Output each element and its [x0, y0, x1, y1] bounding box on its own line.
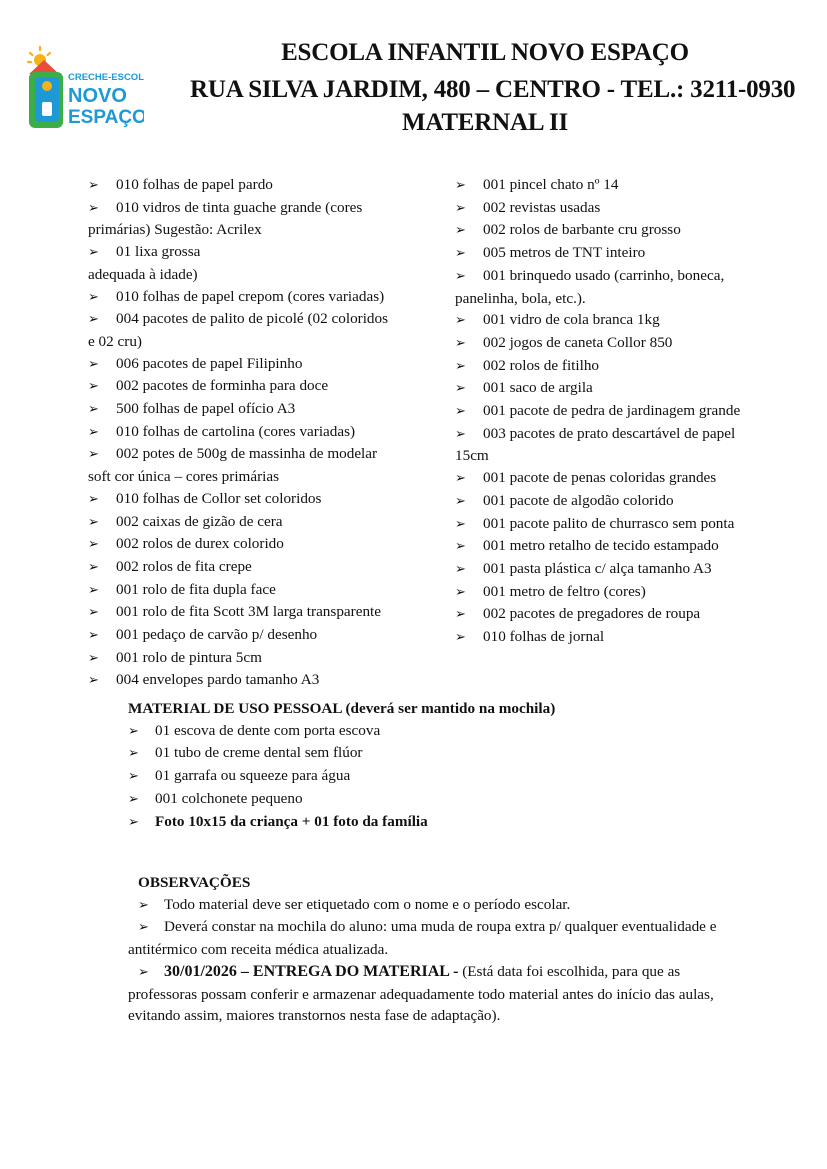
class-name: MATERNAL II [401, 109, 569, 136]
arrow-bullet-icon: ➢ [455, 404, 466, 420]
list-item: ➢ 002 rolos de fita crepe [88, 556, 406, 579]
list-item: ➢ 002 rolos de barbante cru grosso [455, 219, 755, 242]
observations-section [128, 872, 738, 1027]
list-item: ➢ 001 vidro de cola branca 1kg [455, 309, 755, 332]
arrow-bullet-icon: ➢ [88, 650, 99, 666]
observation-item: ➢ Todo material deve ser etiquetado com o nome e o período escolar. [138, 894, 738, 917]
list-item: ➢ 010 vidros de tinta guache grande (cores [88, 197, 406, 220]
list-item: ➢ 01 tubo de creme dental sem flúor [128, 742, 728, 765]
observation-item-continuation: professoras possam conferir e armazenar adequadamente todo material antes do início das aulas, [128, 985, 714, 1003]
list-item: ➢ 002 potes de 500g de massinha de modelar [88, 443, 406, 466]
list-item: ➢ 001 pasta plástica c/ alça tamanho A3 [455, 558, 755, 581]
logo-top-text: CRECHE-ESCOLA [68, 72, 144, 83]
arrow-bullet-icon: ➢ [88, 447, 99, 463]
list-item: ➢ 010 folhas de jornal [455, 626, 755, 649]
list-item: ➢ 001 rolo de pintura 5cm [88, 647, 406, 670]
list-item: ➢ 004 envelopes pardo tamanho A3 [88, 669, 406, 692]
list-item: ➢ 010 folhas de papel pardo [88, 174, 406, 197]
list-item: ➢ 01 garrafa ou squeeze para água [128, 765, 728, 788]
list-item: ➢ 002 caixas de gizão de cera [88, 511, 406, 534]
list-item: ➢ 500 folhas de papel ofício A3 [88, 398, 406, 421]
arrow-bullet-icon: ➢ [138, 964, 149, 980]
arrow-bullet-icon: ➢ [455, 493, 466, 509]
materials-list-left [88, 174, 406, 692]
arrow-bullet-icon: ➢ [88, 178, 99, 193]
arrow-bullet-icon: ➢ [128, 814, 139, 830]
arrow-bullet-icon: ➢ [138, 897, 149, 913]
arrow-bullet-icon: ➢ [455, 200, 466, 216]
arrow-bullet-icon: ➢ [455, 268, 466, 284]
arrow-bullet-icon: ➢ [455, 539, 466, 555]
arrow-bullet-icon: ➢ [88, 289, 99, 305]
list-item-continuation: soft cor única – cores primárias [88, 468, 280, 486]
arrow-bullet-icon: ➢ [88, 200, 99, 216]
list-item-continuation: primárias) Sugestão: Acrilex [88, 221, 262, 239]
list-item: ➢ 004 pacotes de palito de picolé (02 coloridos [88, 308, 406, 331]
observation-item-continuation: evitando assim, maiores transtornos nesta fase de adaptação). [128, 1007, 501, 1025]
list-item: ➢ 002 pacotes de forminha para doce [88, 375, 406, 398]
list-item: ➢ 001 pacote palito de churrasco sem ponta [455, 513, 755, 536]
list-item: ➢ 001 rolo de fita Scott 3M larga transparente [88, 601, 406, 624]
school-address: RUA SILVA JARDIM, 480 – CENTRO - TEL.: 3211-0930 [190, 76, 796, 103]
arrow-bullet-icon: ➢ [128, 723, 139, 739]
arrow-bullet-icon: ➢ [455, 178, 466, 193]
delivery-date-label: 30/01/2026 – ENTREGA DO MATERIAL - [164, 962, 459, 980]
arrow-bullet-icon: ➢ [88, 582, 99, 598]
arrow-bullet-icon: ➢ [88, 402, 99, 418]
list-item: ➢ 001 colchonete pequeno [128, 788, 728, 811]
arrow-bullet-icon: ➢ [88, 245, 99, 261]
arrow-bullet-icon: ➢ [88, 356, 99, 372]
arrow-bullet-icon: ➢ [455, 246, 466, 262]
list-item: ➢ 010 folhas de Collor set coloridos [88, 488, 406, 511]
arrow-bullet-icon: ➢ [88, 559, 99, 575]
arrow-bullet-icon: ➢ [455, 471, 466, 487]
list-item: ➢ 001 pacote de algodão colorido [455, 490, 755, 513]
arrow-bullet-icon: ➢ [455, 630, 466, 646]
materials-list-right [455, 174, 755, 649]
observation-item-continuation: antitérmico com receita médica atualizada. [128, 941, 389, 959]
list-item: ➢ 002 pacotes de pregadores de roupa [455, 603, 755, 626]
list-item-continuation: panelinha, bola, etc.). [455, 289, 586, 307]
list-item-continuation: 15cm [455, 447, 489, 465]
arrow-bullet-icon: ➢ [128, 769, 139, 785]
arrow-bullet-icon: ➢ [455, 561, 466, 577]
list-item: ➢ 002 jogos de caneta Collor 850 [455, 332, 755, 355]
list-item: ➢ 005 metros de TNT inteiro [455, 242, 755, 265]
list-item: ➢ 001 metro retalho de tecido estampado [455, 535, 755, 558]
arrow-bullet-icon: ➢ [88, 514, 99, 530]
list-item: ➢ 01 escova de dente com porta escova [128, 720, 728, 743]
arrow-bullet-icon: ➢ [88, 312, 99, 328]
list-item: ➢ 001 saco de argila [455, 377, 755, 400]
arrow-bullet-icon: ➢ [88, 379, 99, 395]
observation-item: ➢ 30/01/2026 – ENTREGA DO MATERIAL - (Está data foi escolhida, para que as [138, 961, 738, 984]
observations-heading: OBSERVAÇÕES [138, 874, 251, 891]
personal-material-section [128, 698, 728, 833]
school-name: ESCOLA INFANTIL NOVO ESPAÇO [281, 39, 689, 66]
list-item: ➢ 001 pedaço de carvão p/ desenho [88, 624, 406, 647]
arrow-bullet-icon: ➢ [88, 628, 99, 644]
arrow-bullet-icon: ➢ [138, 920, 149, 936]
arrow-bullet-icon: ➢ [88, 424, 99, 440]
arrow-bullet-icon: ➢ [88, 673, 99, 689]
arrow-bullet-icon: ➢ [455, 516, 466, 532]
arrow-bullet-icon: ➢ [455, 584, 466, 600]
arrow-bullet-icon: ➢ [88, 605, 99, 621]
list-item: ➢ 001 pacote de penas coloridas grandes [455, 467, 755, 490]
list-item: ➢ 010 folhas de papel crepom (cores variadas) [88, 286, 406, 309]
list-item: ➢ 001 pacote de pedra de jardinagem grande [455, 400, 755, 423]
list-item: ➢ 006 pacotes de papel Filipinho [88, 353, 406, 376]
arrow-bullet-icon: ➢ [455, 335, 466, 351]
house-icon [29, 60, 63, 128]
arrow-bullet-icon: ➢ [128, 746, 139, 762]
list-item: ➢ 001 pincel chato nº 14 [455, 174, 755, 197]
list-item: ➢ 002 rolos de durex colorido [88, 533, 406, 556]
logo-word-novo: NOVO [68, 85, 127, 107]
list-item: ➢ 010 folhas de cartolina (cores variadas) [88, 421, 406, 444]
logo-word-espaco: ESPAÇO [68, 107, 144, 128]
list-item: ➢ 001 brinquedo usado (carrinho, boneca, [455, 265, 755, 288]
school-logo [26, 44, 144, 130]
list-item-photo: ➢ Foto 10x15 da criança + 01 foto da família [128, 811, 728, 834]
arrow-bullet-icon: ➢ [455, 607, 466, 623]
list-item: ➢ 01 lixa grossa [88, 241, 406, 264]
arrow-bullet-icon: ➢ [455, 223, 466, 239]
arrow-bullet-icon: ➢ [88, 491, 99, 507]
arrow-bullet-icon: ➢ [88, 537, 99, 553]
arrow-bullet-icon: ➢ [128, 791, 139, 807]
list-item: ➢ 001 rolo de fita dupla face [88, 579, 406, 602]
list-item-continuation: e 02 cru) [88, 332, 142, 350]
list-item: ➢ 002 rolos de fitilho [455, 355, 755, 378]
arrow-bullet-icon: ➢ [455, 426, 466, 442]
arrow-bullet-icon: ➢ [455, 313, 466, 329]
list-item: ➢ 002 revistas usadas [455, 197, 755, 220]
list-item-continuation: adequada à idade) [88, 265, 198, 283]
arrow-bullet-icon: ➢ [455, 358, 466, 374]
observation-item: ➢ Deverá constar na mochila do aluno: uma muda de roupa extra p/ qualquer eventualidade e [138, 916, 738, 939]
list-item: ➢ 001 metro de feltro (cores) [455, 581, 755, 604]
arrow-bullet-icon: ➢ [455, 381, 466, 397]
list-item: ➢ 003 pacotes de prato descartável de papel [455, 423, 755, 446]
personal-material-heading: MATERIAL DE USO PESSOAL (deverá ser mantido na mochila) [128, 700, 556, 717]
